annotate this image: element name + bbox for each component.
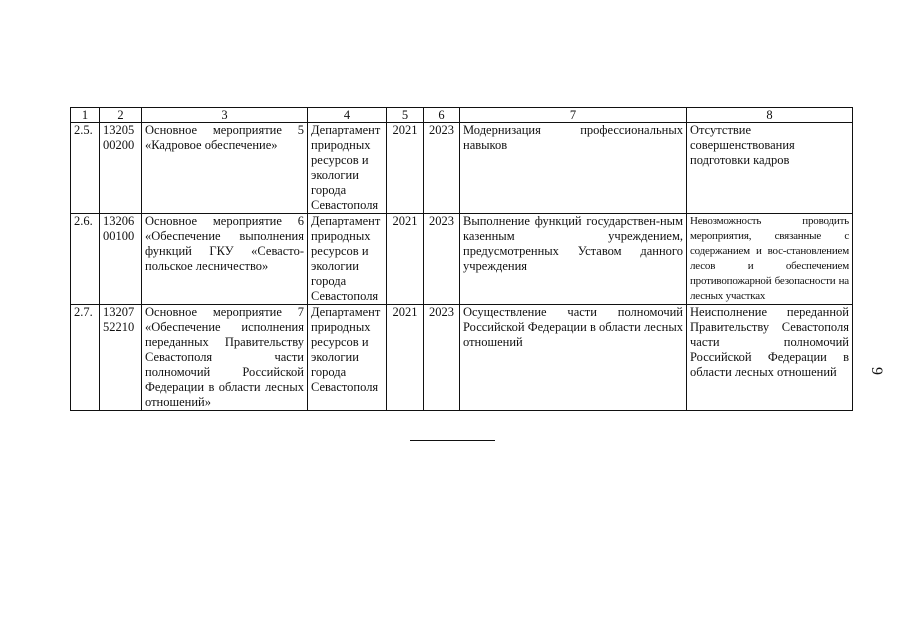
expected-result: Выполнение функций государствен-ным казенным учреждением, предусмотренных Уставом данного учреждения (460, 214, 687, 305)
end-year: 2023 (424, 305, 460, 411)
program-events-table (70, 107, 853, 411)
page-number: 9 (868, 367, 885, 375)
header-col-8: 8 (687, 108, 853, 123)
executor: Департамент природных ресурсов и экологии города Севастополя (308, 305, 387, 411)
end-year: 2023 (424, 123, 460, 214)
table-row (71, 214, 853, 305)
header-col-2: 2 (100, 108, 142, 123)
separator-line (410, 440, 495, 441)
header-row (71, 108, 853, 123)
consequence: Невозможность проводить мероприятия, связанные с содержанием и вос-становлением лесов и обеспечением противопожарной безопасности на лесных участках (687, 214, 853, 305)
event-name: Основное мероприятие 7 «Обеспечение исполнения переданных Правительству Севастополя части полномочий Российской Федерации в области лесных отношений» (142, 305, 308, 411)
header-col-5: 5 (387, 108, 424, 123)
start-year: 2021 (387, 123, 424, 214)
header-col-6: 6 (424, 108, 460, 123)
budget-code: 13205 00200 (100, 123, 142, 214)
header-col-4: 4 (308, 108, 387, 123)
event-name: Основное мероприятие 5 «Кадровое обеспечение» (142, 123, 308, 214)
expected-result: Модернизация профессиональных навыков (460, 123, 687, 214)
table-row (71, 305, 853, 411)
header-col-7: 7 (460, 108, 687, 123)
row-number: 2.6. (71, 214, 100, 305)
table-row (71, 123, 853, 214)
start-year: 2021 (387, 214, 424, 305)
budget-code: 13206 00100 (100, 214, 142, 305)
row-number: 2.5. (71, 123, 100, 214)
event-name: Основное мероприятие 6 «Обеспечение выполнения функций ГКУ «Севасто-польское лесничество» (142, 214, 308, 305)
executor: Департамент природных ресурсов и экологии города Севастополя (308, 214, 387, 305)
consequence: Отсутствие совершенствования подготовки кадров (687, 123, 853, 214)
expected-result: Осуществление части полномочий Российской Федерации в области лесных отношений (460, 305, 687, 411)
start-year: 2021 (387, 305, 424, 411)
row-number: 2.7. (71, 305, 100, 411)
budget-code: 13207 52210 (100, 305, 142, 411)
consequence: Неисполнение переданной Правительству Севастополя части полномочий Российской Федерации в области лесных отношений (687, 305, 853, 411)
header-col-3: 3 (142, 108, 308, 123)
executor: Департамент природных ресурсов и экологии города Севастополя (308, 123, 387, 214)
header-col-1: 1 (71, 108, 100, 123)
end-year: 2023 (424, 214, 460, 305)
